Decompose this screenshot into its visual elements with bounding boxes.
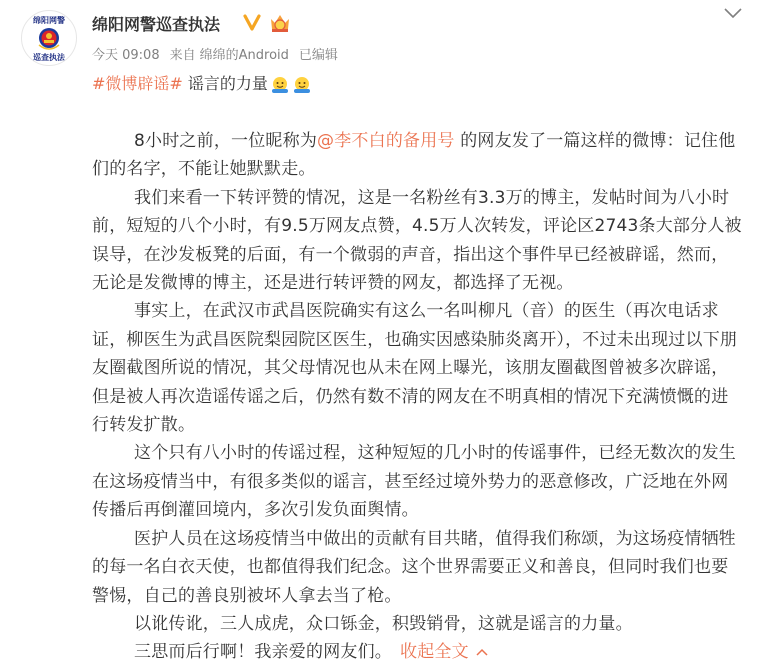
user-name[interactable]: 绵阳网警巡查执法 (92, 15, 221, 34)
paragraph-1-start: 8小时之前，一位昵称为 (134, 131, 318, 151)
paragraph-1-end: 的网友发了一篇这样的微博：记住他们的名字，不能让她默默走。 (92, 131, 736, 180)
source-prefix: 来自 (169, 48, 196, 63)
hug-emoji-icon (292, 75, 312, 95)
paragraph-1 (92, 127, 742, 184)
avatar-top-text: 绵阳网警 (33, 15, 65, 25)
avatar[interactable] (21, 10, 77, 66)
post-body (92, 127, 742, 667)
paragraph-5: 医护人员在这场疫情当中做出的贡献有目共睹，值得我们称颂，为这场疫情牺牲的每一名白衣天使，也都值得我们纪念。这个世界需要正义和善良，但同时我们也要警惕，自己的善良别被坏人拿去当了枪。 (92, 528, 736, 606)
verified-v-icon[interactable] (243, 13, 261, 31)
post-meta (92, 44, 348, 63)
mention-link[interactable]: @李不白的备用号 (317, 131, 455, 151)
collapse-label: 收起全文 (400, 642, 469, 663)
chevron-up-icon (475, 647, 489, 657)
paragraph-7 (92, 638, 742, 666)
paragraph-4: 这个只有八小时的传谣过程，这种短短的几小时的传谣事件，已经无数次的发生在这场疫情当中，有很多类似的谣言，甚至经过境外势力的恶意修改，广泛地在外网传播后再倒灌回境内，多次引发负面舆情。 (92, 443, 736, 521)
paragraph-3: 事实上，在武汉市武昌医院确实有这么一名叫柳凡（音）的医生（再次电话求证，柳医生为武昌医院梨园院区医生，也确实因感染肺炎离开），不过未出现过以下朋友圈截图所说的情况，其父母情况也从未在网上曝光，该朋友圈截图曾被多次辟谣，但是被人再次造谣传谣之后，仍然有数不清的网友在不明真相的情况下充满愤慨的进行转发扩散。 (92, 301, 738, 436)
edited-label[interactable]: 已编辑 (298, 48, 338, 63)
post-time[interactable]: 今天 09:08 (92, 48, 160, 63)
topic-line (92, 71, 312, 95)
paragraph-2: 我们来看一下转评赞的情况，这是一名粉丝有3.3万的博主，发帖时间为八小时前，短短的八个小时，有9.5万网友点赞，4.5万人次转发，评论区2743条大部分人被误导，在沙发板凳的后面，有一个微弱的声音，指出这个事件早已经被辟谣，然而，无论是发微博的博主，还是进行转评赞的网友，都选择了无视。 (92, 187, 742, 294)
member-badge-icon[interactable] (268, 12, 292, 34)
chevron-down-icon[interactable] (722, 6, 744, 20)
collapse-full-text-button[interactable] (400, 642, 489, 662)
topic-tag-link[interactable]: #微博辟谣# (92, 74, 183, 93)
avatar-bottom-text: 巡查执法 (33, 52, 65, 62)
hug-emoji-icon (270, 75, 290, 95)
device-name[interactable]: 绵绵的Android (199, 48, 289, 63)
police-emblem-icon (38, 25, 60, 51)
paragraph-7-text: 三思而后行啊！我亲爱的网友们。 (134, 642, 392, 663)
paragraph-6: 以讹传讹，三人成虎，众口铄金，积毁销骨，这就是谣言的力量。 (134, 613, 633, 634)
topic-title: 谣言的力量 (187, 74, 268, 93)
